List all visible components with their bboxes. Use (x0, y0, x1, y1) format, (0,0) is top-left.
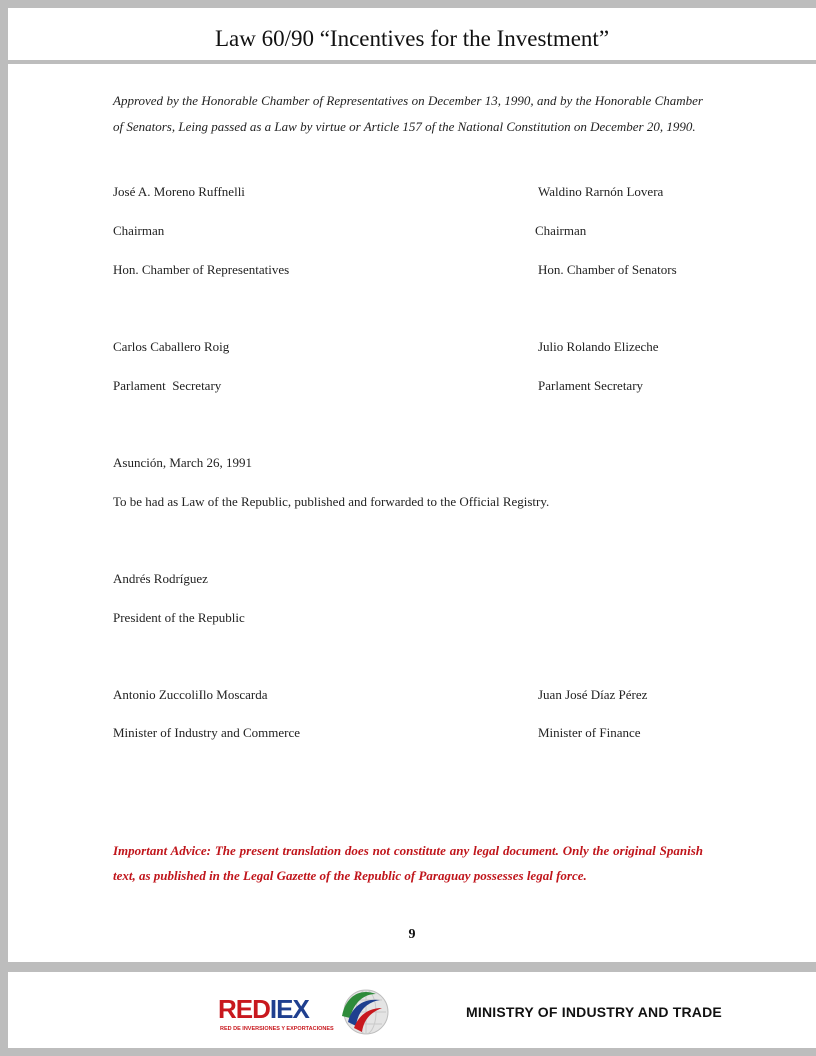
page-number: 9 (408, 927, 416, 942)
minister-left-title: Minister of Industry and Commerce (113, 725, 301, 740)
signatory-right: Waldino Rarnón Lovera (538, 184, 664, 199)
globe-icon (336, 986, 392, 1038)
secretary-right-title: Parlament Secretary (538, 378, 644, 393)
president-name: Andrés Rodríguez (113, 571, 208, 586)
chamber-left: Hon. Chamber of Representatives (113, 262, 290, 277)
logo-wordmark: REDIEX (218, 994, 309, 1024)
secretary-right: Julio Rolando Elizeche (538, 339, 659, 354)
president-title: President of the Republic (113, 610, 245, 625)
secretary-row-names (113, 339, 713, 357)
rediex-logo (218, 982, 393, 1040)
approval-paragraph: Approved by the Honorable Chamber of Representatives on December 13, 1990, and by the Honorable Chamber of Senators, Leing passed as a Law by virtue or Article 157 of the National Constitution on December 20, 1990. (113, 93, 703, 134)
legal-advice-notice: Important Advice: The present translation does not constitute any legal document. Only the original Spanish text, as published in the Legal Gazette of the Republic of Paraguay possesses legal force. (113, 843, 703, 883)
signatory-left: José A. Moreno Ruffnelli (113, 184, 245, 199)
signature-row-chambers (113, 262, 713, 280)
secretary-left: Carlos Caballero Roig (113, 339, 230, 354)
minister-left: Antonio ZuccoliIlo Moscarda (113, 687, 268, 702)
footer-divider (0, 962, 816, 972)
signatory-right-title: Chairman (535, 223, 587, 238)
document-title: Law 60/90 “Incentives for the Investment” (214, 26, 610, 51)
logo-tagline: RED DE INVERSIONES Y EXPORTACIONES (220, 1026, 334, 1032)
document-page (8, 64, 816, 962)
promulgation-decree: To be had as Law of the Republic, published and forwarded to the Official Registry. (113, 494, 550, 509)
minister-right: Juan José Díaz Pérez (538, 687, 648, 702)
signature-row-titles (113, 223, 713, 241)
document-header (8, 8, 816, 60)
ministry-name: MINISTRY OF INDUSTRY AND TRADE (466, 1004, 722, 1020)
minister-right-title: Minister of Finance (538, 725, 641, 740)
place-date: Asunción, March 26, 1991 (113, 455, 253, 470)
minister-row-titles (113, 725, 713, 743)
signature-row-names (113, 184, 713, 202)
secretary-left-title: Parlament Secretary (113, 378, 222, 393)
secretary-row-titles (113, 378, 713, 396)
document-footer (8, 972, 816, 1048)
minister-row-names (113, 687, 713, 705)
signatory-left-title: Chairman (113, 223, 165, 238)
chamber-right: Hon. Chamber of Senators (538, 262, 677, 277)
